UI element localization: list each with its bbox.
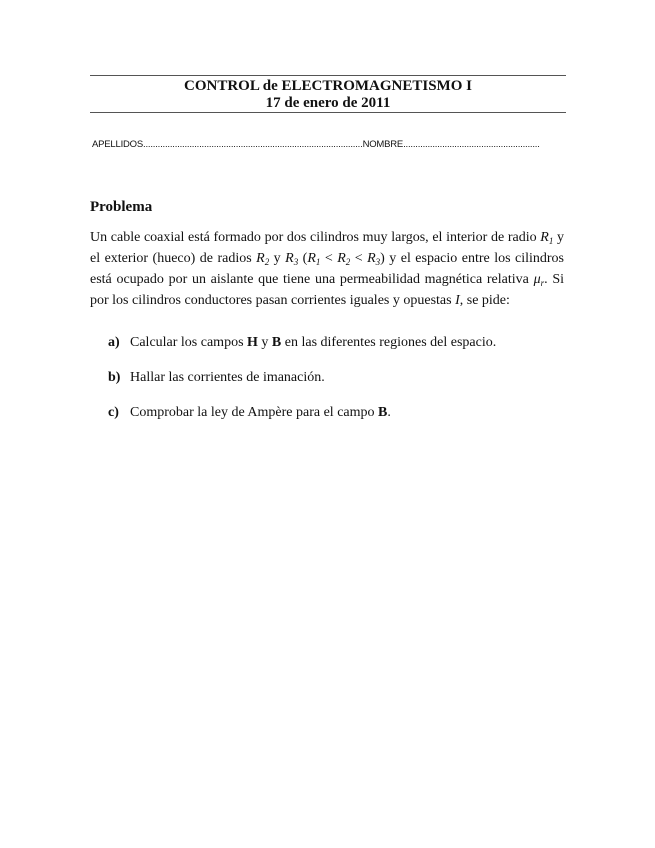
subscript: 1	[548, 236, 554, 246]
statement-text: . Si por los cilindros conductores pasan corrientes iguales y opuestas	[90, 272, 564, 308]
question-letter: a)	[108, 335, 120, 350]
section-title: Problema	[90, 199, 153, 215]
nombre-fill-line[interactable]: ........................................................	[403, 139, 540, 150]
subscript: r	[540, 278, 545, 288]
question-text: en las diferentes regiones del espacio.	[281, 335, 497, 350]
header-bottom-rule	[90, 112, 566, 113]
symbol-r: R	[337, 251, 346, 266]
symbol-r: R	[367, 251, 376, 266]
student-fields	[92, 139, 572, 151]
symbol-r: R	[256, 251, 265, 266]
subscript: 2	[264, 257, 270, 267]
symbol-r: R	[285, 251, 294, 266]
symbol-mu: μ	[533, 272, 541, 287]
statement-text: y el exterior (hueco) de radios	[90, 230, 565, 266]
statement-text: y	[269, 251, 286, 266]
question-text: .	[387, 405, 391, 420]
question-b	[108, 369, 568, 387]
question-text: Calcular los campos	[130, 335, 248, 350]
question-text: y	[257, 335, 272, 350]
subscript: 1	[315, 257, 321, 267]
apellidos-label: APELLIDOS	[92, 139, 144, 150]
symbol-b: B	[378, 405, 388, 420]
question-letter: b)	[108, 370, 121, 385]
statement-text: (	[298, 251, 308, 266]
symbol-b: B	[271, 335, 282, 350]
problem-statement	[90, 229, 564, 310]
statement-text: Un cable coaxial está formado por dos cilindros muy largos, el interior de radio	[90, 230, 541, 245]
exam-title: CONTROL de ELECTROMAGNETISMO I	[184, 78, 472, 94]
question-letter: c)	[108, 405, 119, 420]
symbol-i: I	[455, 293, 460, 308]
apellidos-fill-line[interactable]: ..........................................................................................	[143, 139, 363, 150]
subscript: 2	[345, 257, 351, 267]
statement-text: , se pide:	[459, 293, 510, 308]
nombre-label: NOMBRE	[362, 139, 404, 150]
question-c	[108, 404, 568, 422]
question-a	[108, 334, 568, 352]
statement-text: ) y el espacio entre los cilindros está ocupado por un aislante que tiene una permeabilidad magnética relativa	[90, 251, 564, 287]
exam-date: 17 de enero de 2011	[265, 95, 391, 111]
subscript: 3	[375, 257, 381, 267]
question-text: Hallar las corrientes de imanación.	[130, 370, 325, 385]
symbol-r: R	[307, 251, 316, 266]
symbol-r: R	[540, 230, 549, 245]
question-text: Comprobar la ley de Ampère para el campo	[130, 405, 379, 420]
exam-header	[90, 78, 566, 112]
header-top-rule	[90, 75, 566, 76]
less-than: <	[350, 251, 368, 266]
less-than: <	[320, 251, 338, 266]
subscript: 3	[293, 257, 299, 267]
symbol-h: H	[247, 335, 258, 350]
